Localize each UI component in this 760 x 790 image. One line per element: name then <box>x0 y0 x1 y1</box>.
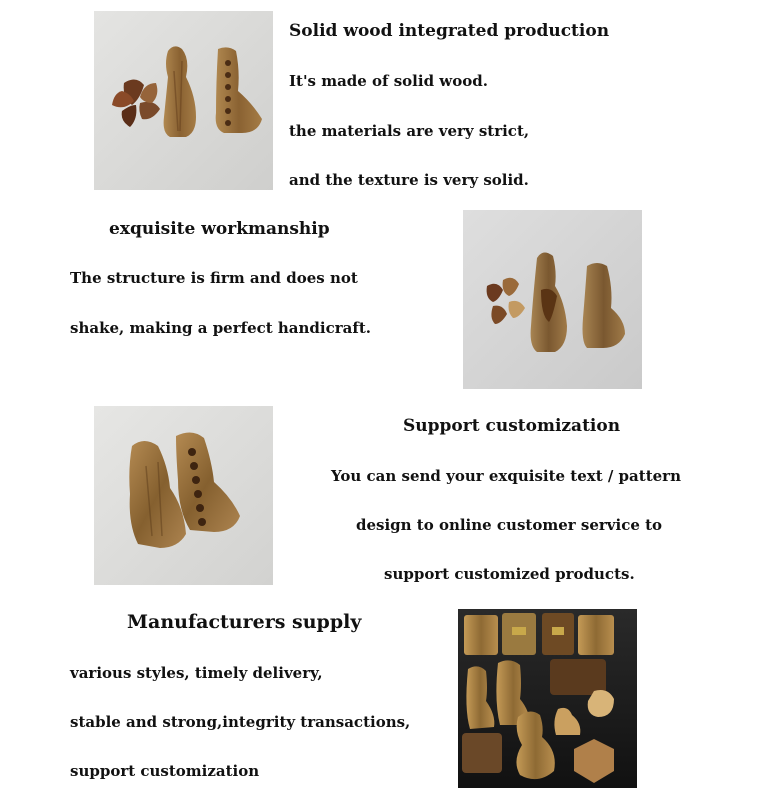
product-photo-stacked-boxes <box>94 406 273 585</box>
section4-line-2: stable and strong,integrity transactions, <box>70 713 411 731</box>
section3-line-1: You can send your exquisite text / pattern <box>331 467 681 485</box>
section3-heading: Support customization <box>403 416 621 436</box>
section3-line-2: design to online customer service to <box>356 516 663 534</box>
product-photo-open-box-with-picks <box>463 210 642 389</box>
section1-line-1: It's made of solid wood. <box>289 72 488 90</box>
section4-heading: Manufacturers supply <box>127 611 362 633</box>
section2-line-1: The structure is firm and does not <box>70 269 358 287</box>
section2-heading: exquisite workmanship <box>109 219 330 239</box>
section4-line-3: support customization <box>70 762 260 780</box>
section4-line-1: various styles, timely delivery, <box>70 664 323 682</box>
product-photo-assorted-boxes <box>458 609 637 788</box>
product-photo-picks-and-boxes <box>94 11 273 190</box>
section2-line-2: shake, making a perfect handicraft. <box>70 319 371 337</box>
section1-line-2: the materials are very strict, <box>289 122 530 140</box>
section1-heading: Solid wood integrated production <box>289 21 610 41</box>
section1-line-3: and the texture is very solid. <box>289 171 529 189</box>
section3-line-3: support customized products. <box>384 565 635 583</box>
